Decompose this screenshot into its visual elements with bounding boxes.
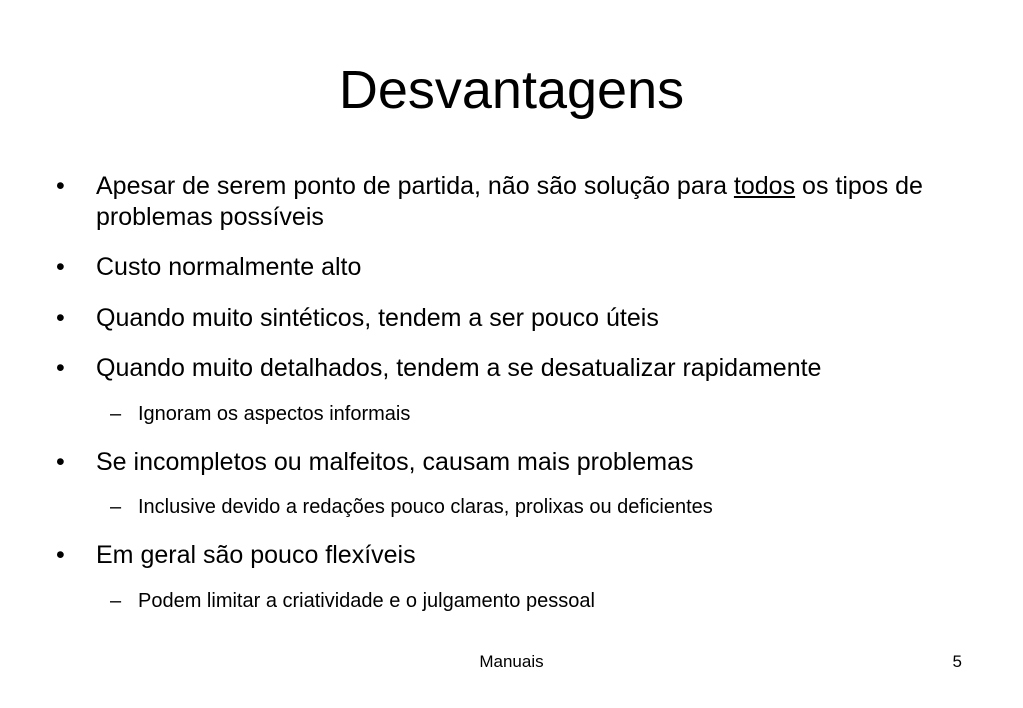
- bullet-item: [56, 353, 956, 384]
- bullet-item: [56, 447, 956, 478]
- bullet-text: Quando muito sintéticos, tendem a ser pouco úteis: [96, 304, 659, 332]
- bullet-marker: •: [56, 253, 65, 281]
- sub-bullet-item: [110, 494, 960, 520]
- underlined-word: todos: [733, 172, 796, 200]
- sub-bullet-text: Ignoram os aspectos informais: [138, 403, 411, 425]
- bullet-item: [56, 303, 956, 334]
- sub-bullet-marker: –: [110, 590, 122, 612]
- bullet-text: [96, 171, 956, 233]
- footer-title: Manuais: [479, 652, 544, 671]
- bullet-marker: •: [56, 448, 65, 476]
- bullet-marker: •: [56, 354, 65, 382]
- bullet-marker: •: [56, 541, 65, 569]
- page-number: 5: [952, 652, 962, 671]
- sub-bullet-marker: –: [110, 496, 122, 518]
- sub-bullet-text: Inclusive devido a redações pouco claras, prolixas ou deficientes: [138, 496, 713, 518]
- bullet-text: Se incompletos ou malfeitos, causam mais problemas: [96, 448, 694, 476]
- bullet-text-part: Apesar de serem ponto de partida, não são solução para: [96, 172, 734, 200]
- bullet-item: [56, 171, 956, 233]
- sub-bullet-item: [110, 588, 960, 614]
- bullet-item: [56, 540, 956, 571]
- bullet-text: Em geral são pouco flexíveis: [96, 541, 416, 569]
- bullet-text: Quando muito detalhados, tendem a se desatualizar rapidamente: [96, 354, 822, 382]
- bullet-marker: •: [56, 172, 65, 200]
- bullet-item: [56, 252, 956, 283]
- sub-bullet-item: [110, 401, 960, 427]
- slide-title: Desvantagens: [338, 60, 685, 120]
- sub-bullet-marker: –: [110, 403, 122, 425]
- bullet-text: Custo normalmente alto: [96, 253, 362, 281]
- bullet-marker: •: [56, 304, 65, 332]
- bullet-text-part: os tipos de problemas possíveis: [96, 172, 923, 231]
- sub-bullet-text: Podem limitar a criatividade e o julgamento pessoal: [138, 590, 595, 612]
